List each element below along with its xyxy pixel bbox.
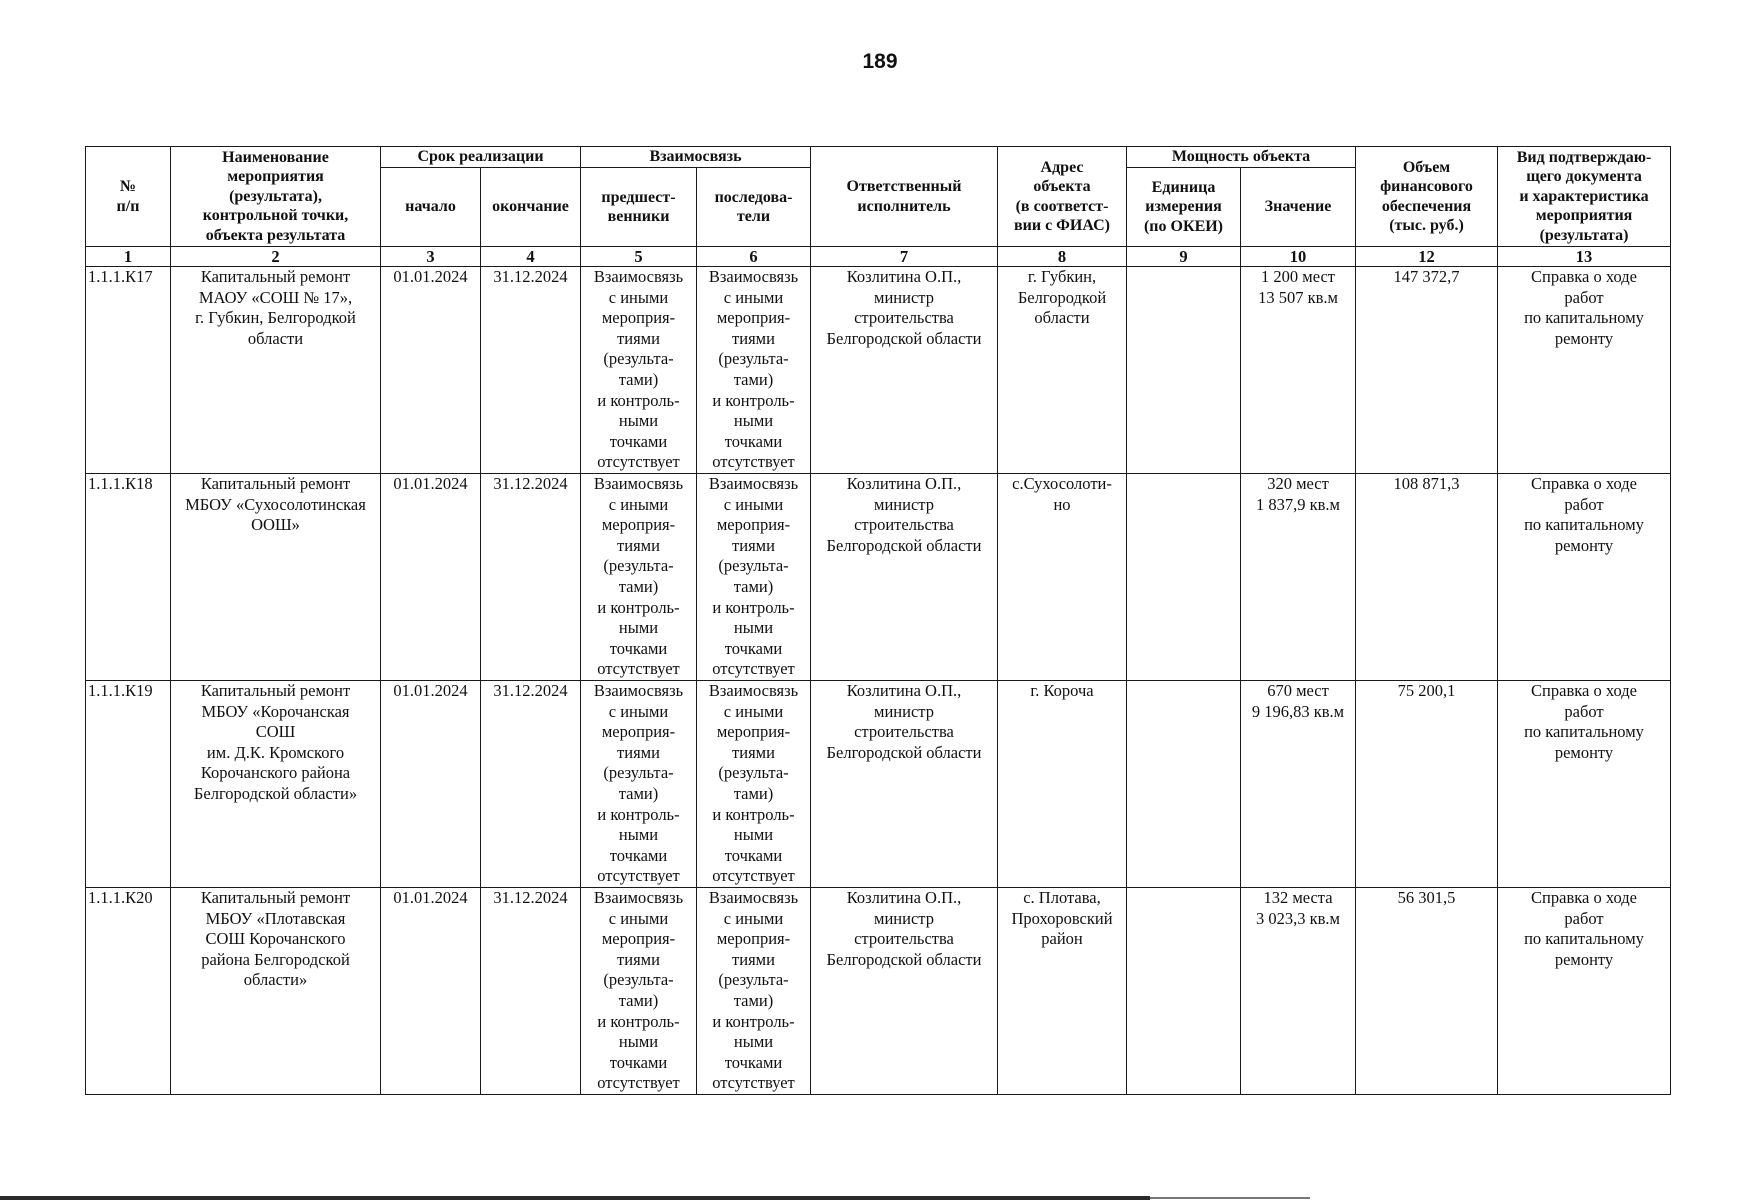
header-term-start: начало <box>381 168 481 247</box>
cell-unit <box>1127 267 1241 474</box>
cell-unit <box>1127 474 1241 681</box>
cell-value: 670 мест 9 196,83 кв.м <box>1241 681 1356 888</box>
header-responsible: Ответственный исполнитель <box>811 147 998 247</box>
cell-doc: Справка о ходе работ по капитальному ремонту <box>1498 474 1671 681</box>
cell-responsible: Козлитина О.П., министр строительства Белгородской области <box>811 888 998 1095</box>
column-numbers-row <box>86 247 1671 267</box>
cell-responsible: Козлитина О.П., министр строительства Белгородской области <box>811 681 998 888</box>
cell-finance: 75 200,1 <box>1356 681 1498 888</box>
cell-end: 31.12.2024 <box>481 681 581 888</box>
cell-responsible: Козлитина О.П., министр строительства Белгородской области <box>811 474 998 681</box>
activities-table <box>85 146 1671 1095</box>
header-link-next: последова- тели <box>697 168 811 247</box>
cell-start: 01.01.2024 <box>381 681 481 888</box>
cell-prev: Взаимосвязь с иными мероприя- тиями (результа- тами) и контроль- ными точками отсутствует <box>581 888 697 1095</box>
cell-address: с.Сухосолоти- но <box>998 474 1127 681</box>
cell-start: 01.01.2024 <box>381 888 481 1095</box>
cell-address: с. Плотава, Прохоровский район <box>998 888 1127 1095</box>
cell-start: 01.01.2024 <box>381 267 481 474</box>
column-number: 4 <box>481 247 581 267</box>
cell-value: 1 200 мест 13 507 кв.м <box>1241 267 1356 474</box>
column-number: 8 <box>998 247 1127 267</box>
cell-doc: Справка о ходе работ по капитальному ремонту <box>1498 681 1671 888</box>
cell-finance: 108 871,3 <box>1356 474 1498 681</box>
cell-name: Капитальный ремонт МБОУ «Корочанская СОШ им. Д.К. Кромского Корочанского района Белгородской области» <box>171 681 381 888</box>
column-number: 12 <box>1356 247 1498 267</box>
cell-end: 31.12.2024 <box>481 267 581 474</box>
cell-prev: Взаимосвязь с иными мероприя- тиями (результа- тами) и контроль- ными точками отсутствует <box>581 681 697 888</box>
cell-responsible: Козлитина О.П., министр строительства Белгородской области <box>811 267 998 474</box>
header-term-group: Срок реализации <box>381 147 581 168</box>
cell-prev: Взаимосвязь с иными мероприя- тиями (результа- тами) и контроль- ными точками отсутствует <box>581 267 697 474</box>
cell-next: Взаимосвязь с иными мероприя- тиями (результа- тами) и контроль- ными точками отсутствует <box>697 474 811 681</box>
header-capacity-value: Значение <box>1241 168 1356 247</box>
header-link-group: Взаимосвязь <box>581 147 811 168</box>
header-row-top <box>86 147 1671 168</box>
cell-next: Взаимосвязь с иными мероприя- тиями (результа- тами) и контроль- ными точками отсутствует <box>697 267 811 474</box>
cell-value: 132 места 3 023,3 кв.м <box>1241 888 1356 1095</box>
cell-value: 320 мест 1 837,9 кв.м <box>1241 474 1356 681</box>
header-num: № п/п <box>86 147 171 247</box>
cell-finance: 147 372,7 <box>1356 267 1498 474</box>
table-row <box>86 267 1671 474</box>
cell-doc: Справка о ходе работ по капитальному ремонту <box>1498 267 1671 474</box>
cell-num: 1.1.1.К20 <box>86 888 171 1095</box>
header-address: Адрес объекта (в соответст- вии с ФИАС) <box>998 147 1127 247</box>
header-doc-type: Вид подтверждаю- щего документа и характеристика мероприятия (результата) <box>1498 147 1671 247</box>
cell-doc: Справка о ходе работ по капитальному ремонту <box>1498 888 1671 1095</box>
table-row <box>86 888 1671 1095</box>
header-finance: Объем финансового обеспечения (тыс. руб.) <box>1356 147 1498 247</box>
cell-unit <box>1127 888 1241 1095</box>
cell-prev: Взаимосвязь с иными мероприя- тиями (результа- тами) и контроль- ными точками отсутствует <box>581 474 697 681</box>
scan-edge-line <box>1150 1197 1310 1199</box>
cell-name: Капитальный ремонт МБОУ «Сухосолотинская ООШ» <box>171 474 381 681</box>
cell-unit <box>1127 681 1241 888</box>
header-term-end: окончание <box>481 168 581 247</box>
header-capacity-group: Мощность объекта <box>1127 147 1356 168</box>
cell-start: 01.01.2024 <box>381 474 481 681</box>
cell-end: 31.12.2024 <box>481 888 581 1095</box>
cell-address: г. Губкин, Белгородкой области <box>998 267 1127 474</box>
cell-num: 1.1.1.К18 <box>86 474 171 681</box>
cell-name: Капитальный ремонт МАОУ «СОШ № 17», г. Губкин, Белгородкой области <box>171 267 381 474</box>
column-number: 2 <box>171 247 381 267</box>
cell-end: 31.12.2024 <box>481 474 581 681</box>
column-number: 13 <box>1498 247 1671 267</box>
table-row <box>86 681 1671 888</box>
cell-next: Взаимосвязь с иными мероприя- тиями (результа- тами) и контроль- ными точками отсутствует <box>697 681 811 888</box>
column-number: 6 <box>697 247 811 267</box>
cell-num: 1.1.1.К19 <box>86 681 171 888</box>
header-capacity-unit: Единица измерения (по ОКЕИ) <box>1127 168 1241 247</box>
page-number: 189 <box>862 50 898 73</box>
column-number: 9 <box>1127 247 1241 267</box>
cell-next: Взаимосвязь с иными мероприя- тиями (результа- тами) и контроль- ными точками отсутствует <box>697 888 811 1095</box>
column-number: 7 <box>811 247 998 267</box>
column-number: 1 <box>86 247 171 267</box>
header-link-prev: предшест- венники <box>581 168 697 247</box>
cell-finance: 56 301,5 <box>1356 888 1498 1095</box>
column-number: 3 <box>381 247 481 267</box>
column-number: 5 <box>581 247 697 267</box>
header-name: Наименование мероприятия (результата), контрольной точки, объекта результата <box>171 147 381 247</box>
cell-name: Капитальный ремонт МБОУ «Плотавская СОШ Корочанского района Белгородской области» <box>171 888 381 1095</box>
column-number: 10 <box>1241 247 1356 267</box>
cell-address: г. Короча <box>998 681 1127 888</box>
scan-edge-line <box>0 1196 1150 1200</box>
table-row <box>86 474 1671 681</box>
cell-num: 1.1.1.К17 <box>86 267 171 474</box>
